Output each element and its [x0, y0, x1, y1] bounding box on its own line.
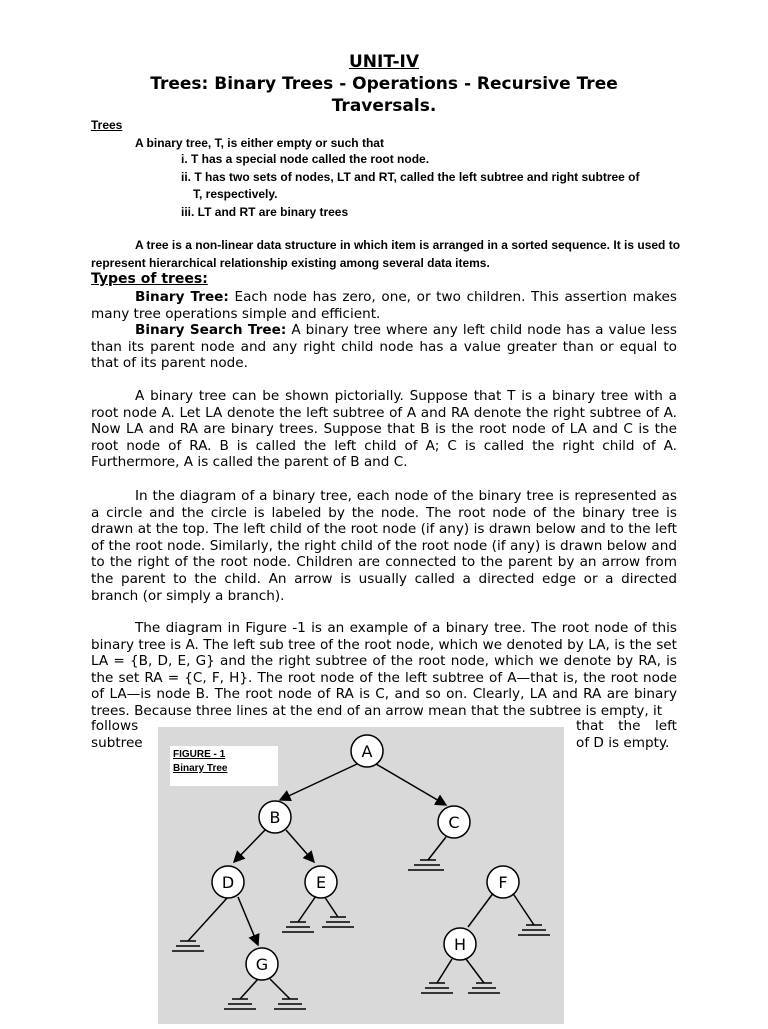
edge-d-g	[238, 897, 258, 945]
node-label-g: G	[255, 955, 269, 974]
wrap-subtree: subtree	[91, 735, 143, 751]
figure-caption	[170, 746, 278, 786]
node-label-e: E	[315, 873, 327, 892]
node-label-f: F	[498, 873, 508, 892]
tree-node-e	[305, 866, 337, 898]
binary-tree-paragraph	[91, 289, 677, 322]
figure-caption-title: Binary Tree	[173, 763, 228, 774]
wrap-that-the-left: that the left	[576, 718, 677, 734]
node-label-c: C	[448, 813, 460, 832]
edge-a-c	[376, 764, 446, 805]
bst-label: Binary Search Tree:	[135, 322, 287, 338]
edge-f-h	[468, 892, 494, 927]
tree-node-h	[444, 928, 476, 960]
paragraph-figure-text: The diagram in Figure -1 is an example of a binary tree. The root node of this binary tree is A. The left sub tree of the root node, which we denoted by LA, is the set LA = {B, D, E, G} and the right subtree of the root node, which we denote by RA, is the set RA = {C, F, H}. The root node of the left subtree of A—that is, the root node of LA—is node B. The root node of RA is C, and so on. Clearly, LA and RA are binary trees. Because three lines at the end of an arrow mean that the subtree is empty, it	[91, 620, 677, 719]
definition-item-iii: iii. LT and RT are binary trees	[181, 205, 349, 219]
types-heading: Types of trees:	[91, 271, 208, 287]
tree-node-f	[487, 866, 519, 898]
paragraph-figure	[91, 620, 677, 720]
tree-definition-line1: A tree is a non-linear data structure in which item is arranged in a sorted sequence. It is used to	[135, 238, 681, 252]
chapter-title-line1: Trees: Binary Trees - Operations - Recursive Tree	[150, 74, 618, 94]
bst-text: A binary tree where any left child node has a value less than its parent node and any right child node has a value greater than or equal to that of its parent node.	[91, 322, 677, 372]
edge-d-empty	[188, 897, 228, 941]
definition-item-ii-cont: T, respectively.	[193, 187, 278, 201]
edge-e-empty-left	[298, 896, 316, 922]
paragraph-pictorial	[91, 388, 677, 471]
edge-c-empty	[428, 837, 446, 860]
edge-b-e	[286, 830, 314, 862]
edge-a-b	[280, 764, 357, 800]
chapter-title-line2: Traversals.	[331, 96, 437, 116]
node-label-h: H	[453, 935, 467, 954]
node-label-b: B	[269, 808, 281, 827]
bst-paragraph	[91, 322, 677, 372]
edge-e-empty-right	[324, 896, 338, 917]
edge-g-empty-right	[270, 979, 290, 999]
edge-h-empty-left	[437, 959, 452, 983]
tree-node-c	[438, 806, 470, 838]
binary-tree-intro: A binary tree, T, is either empty or such that	[135, 136, 384, 150]
definition-item-ii: ii. T has two sets of nodes, LT and RT, called the left subtree and right subtree of	[181, 170, 640, 184]
tree-node-b	[259, 801, 291, 833]
unit-title: UNIT-IV	[349, 52, 419, 72]
edge-h-empty-right	[466, 959, 484, 983]
binary-tree-text: Each node has zero, one, or two children. This assertion makes many tree operations simple and efficient.	[91, 289, 677, 322]
definition-item-i: i. T has a special node called the root node.	[181, 152, 430, 166]
paragraph-diagram	[91, 488, 677, 604]
edge-g-empty-left	[240, 979, 258, 999]
binary-tree-label: Binary Tree:	[135, 289, 229, 305]
tree-node-g	[246, 948, 278, 980]
wrap-follows: follows	[91, 718, 139, 734]
tree-definition-line2: represent hierarchical relationship existing among several data items.	[91, 256, 490, 270]
tree-node-a	[351, 735, 383, 767]
node-label-d: D	[221, 873, 235, 892]
trees-heading: Trees	[91, 118, 123, 132]
paragraph-pictorial-text: A binary tree can be shown pictorially. Suppose that T is a binary tree with a root node A. Let LA denote the left subtree of A and RA denote the right subtree of A. Now LA and RA are binary trees. Suppose that B is the root node of LA and C is the root node of RA. B is called the left child of A; C is called the right child of A. Furthermore, A is called the parent of B and C.	[91, 388, 677, 471]
paragraph-diagram-text: In the diagram of a binary tree, each node of the binary tree is represented as a circle and the circle is labeled by the node. The root node of the binary tree is drawn at the top. The left child of the root node (if any) is drawn below and to the left of the root node. Similarly, the right child of the root node (if any) is drawn below and to the right of the root node. Children are connected to the parent by an arrow from the parent to the child. An arrow is usually called a directed edge or a directed branch (or simply a branch).	[91, 488, 677, 604]
tree-node-d	[212, 866, 244, 898]
edge-f-empty	[512, 892, 534, 925]
node-label-a: A	[361, 742, 373, 761]
edge-b-d	[234, 830, 265, 862]
wrap-of-d-empty: of D is empty.	[576, 735, 670, 751]
figure-caption-number: FIGURE - 1	[173, 749, 226, 760]
